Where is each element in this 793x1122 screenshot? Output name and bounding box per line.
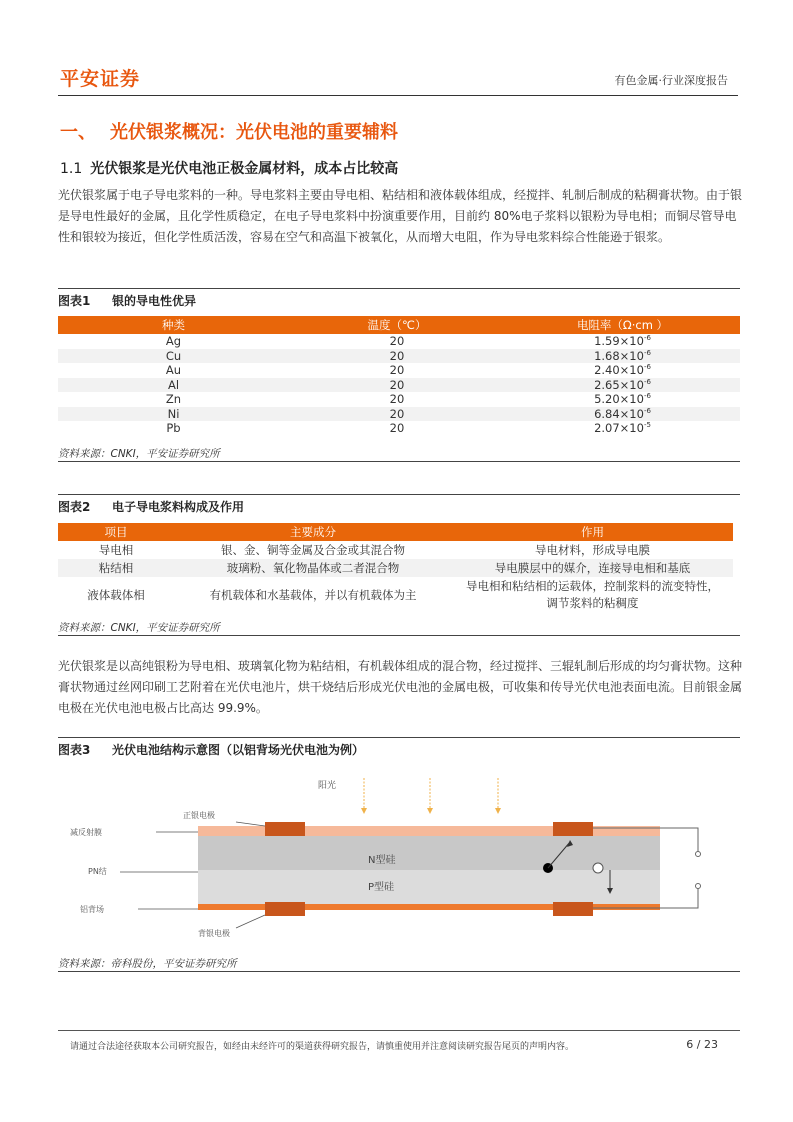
item-cell: 液体载体相: [87, 588, 145, 602]
table-header-row: [58, 523, 733, 541]
subsection-heading: [60, 158, 398, 178]
subsection-title: 光伏银浆是光伏电池正极金属材料，成本占比较高: [90, 161, 399, 177]
composition-cell: 有机载体和水基载体，并以有机载体为主: [209, 588, 417, 602]
back-electrode-left: [265, 902, 305, 916]
metal-cell: Al: [58, 378, 289, 393]
resistivity-cell: $5.20\times 10^{-6}$: [594, 392, 651, 407]
col-header-resistivity: 电阻率（Ω·cm ）: [505, 316, 740, 334]
section-heading: [60, 118, 398, 144]
figure3-caption: 光伏电池结构示意图（以铝背场光伏电池为例）: [112, 743, 365, 757]
resistivity-cell: $2.07\times 10^{-5}$: [594, 421, 651, 436]
col-header-temp: 温度（℃）: [289, 316, 505, 334]
temp-cell: 20: [389, 363, 405, 378]
report-type: 有色金属·行业深度报告: [614, 74, 728, 87]
conductivity-table: [58, 316, 740, 436]
back-electrode-label: 背银电极: [198, 929, 230, 938]
temp-cell: 20: [289, 378, 505, 393]
p-silicon-label: P型硅: [368, 882, 395, 893]
metal-cell: Au: [165, 363, 182, 378]
table-row: [58, 363, 740, 378]
composition-cell: 银、金、铜等金属及合金或其混合物: [221, 543, 405, 557]
temp-cell: 20: [289, 349, 505, 364]
table-row: [58, 407, 740, 422]
back-electrode-right: [553, 902, 593, 916]
metal-cell: Pb: [166, 421, 181, 436]
composition-cell: 玻璃粉、氧化物晶体或二者混合物: [174, 559, 452, 577]
n-silicon-layer: [198, 836, 660, 870]
temp-cell: 20: [389, 421, 405, 436]
table-row: [58, 421, 740, 436]
item-cell: 导电相: [98, 543, 134, 557]
temp-cell: 20: [389, 392, 405, 407]
table-row: [58, 541, 733, 559]
footer-divider: [58, 1030, 740, 1031]
front-electrode-left: [265, 822, 305, 836]
pn-junction-label: PN结: [88, 867, 107, 876]
temp-cell: 20: [289, 407, 505, 422]
metal-cell: Ag: [165, 334, 182, 349]
figure1-id: 图表1: [58, 294, 91, 308]
resistivity-cell: $2.65\times 10^{-6}$: [505, 378, 740, 393]
figure3-source: 资料来源：帝科股份，平安证券研究所: [58, 956, 740, 972]
front-electrode-right: [553, 822, 593, 836]
table-row: [58, 559, 733, 577]
resistivity-cell: $1.59\times 10^{-6}$: [594, 334, 651, 349]
role-cell: 导电相和粘结相的运载体，控制浆料的流变特性， 调节浆料的粘稠度: [466, 579, 719, 610]
section-title: 光伏银浆概况：光伏电池的重要辅料: [110, 122, 398, 143]
figure2-caption: 电子导电浆料构成及作用: [112, 500, 245, 514]
role-cell: 导电膜层中的媒介，连接导电相和基底: [452, 559, 733, 577]
section-number: 一、: [60, 122, 96, 143]
terminal-bottom: [696, 884, 701, 889]
table-row: [58, 378, 740, 393]
figure3-id: 图表3: [58, 743, 91, 757]
metal-cell: Cu: [58, 349, 289, 364]
figure2-source: 资料来源：CNKI，平安证券研究所: [58, 620, 740, 636]
col-header-type: 种类: [58, 316, 289, 334]
figure2-id: 图表2: [58, 500, 91, 514]
front-electrode-label: 正银电极: [183, 811, 215, 820]
page-number: 6 / 23: [686, 1038, 718, 1051]
figure2-title: [58, 494, 740, 514]
resistivity-cell: $2.40\times 10^{-6}$: [594, 363, 651, 378]
al-bsf-label: 铝背场: [80, 905, 104, 914]
col-header-role: 作用: [452, 523, 733, 541]
page-header: [58, 60, 738, 96]
sunlight-label: 阳光: [318, 781, 337, 791]
resistivity-cell: $1.68\times 10^{-6}$: [505, 349, 740, 364]
temp-cell: 20: [389, 334, 405, 349]
item-cell: 粘结相: [58, 559, 174, 577]
figure1-source: 资料来源：CNKI，平安证券研究所: [58, 446, 740, 462]
metal-cell: Ni: [58, 407, 289, 422]
role-cell: 导电材料，形成导电膜: [535, 543, 650, 557]
table-row: [58, 349, 740, 364]
resistivity-cell: $6.84\times 10^{-6}$: [505, 407, 740, 422]
p-silicon-layer: [198, 870, 660, 904]
table-row: [58, 577, 733, 613]
subsection-number: 1.1: [60, 161, 83, 177]
figure1-title: [58, 288, 740, 308]
solar-cell-diagram: [58, 760, 740, 955]
antireflection-label: 减反射膜: [70, 828, 102, 837]
table-row: [58, 334, 740, 349]
n-silicon-label: N型硅: [368, 855, 396, 866]
col-header-composition: 主要成分: [174, 523, 452, 541]
figure3-title: [58, 737, 740, 757]
terminal-top: [696, 852, 701, 857]
col-header-item: 项目: [58, 523, 174, 541]
hole-dot: [593, 863, 603, 873]
table-row: [58, 392, 740, 407]
intro-paragraph: 光伏银浆属于电子导电浆料的一种。导电浆料主要由导电相、粘结相和液体载体组成，经搅拌、轧制后制成的粘稠膏状物。由于银是导电性最好的金属，且化学性质稳定，在电子导电浆料中扮演重要作用，目前约 80%电子浆料以银粉为导电相；而铜尽管导电性和银较为接近，但化学性质活泼，容易在空气和高温下被氧化，从而增大电阻，作为导电浆料综合性能逊于银浆。: [58, 188, 743, 244]
sunlight-arrows: [364, 778, 498, 810]
brand-logo: 平安证券: [60, 68, 141, 90]
table-header-row: [58, 316, 740, 334]
metal-cell: Zn: [165, 392, 182, 407]
footer-disclaimer: 请通过合法途径获取本公司研究报告，如经由未经许可的渠道获得研究报告，请慎重使用并注意阅读研究报告尾页的声明内容。: [70, 1042, 575, 1052]
paste-composition-table: [58, 523, 733, 613]
silver-paste-paragraph: 光伏银浆是以高纯银粉为导电相、玻璃氧化物为粘结相，有机载体组成的混合物，经过搅拌、三辊轧制后形成的均匀膏状物。这种膏状物通过丝网印刷工艺附着在光伏电池片，烘干烧结后形成光伏电池的金属电极，可收集和传导光伏电池表面电流。目前银金属电极在光伏电池电极占比高达 99.9%。: [58, 659, 743, 715]
figure1-caption: 银的导电性优异: [112, 294, 197, 308]
